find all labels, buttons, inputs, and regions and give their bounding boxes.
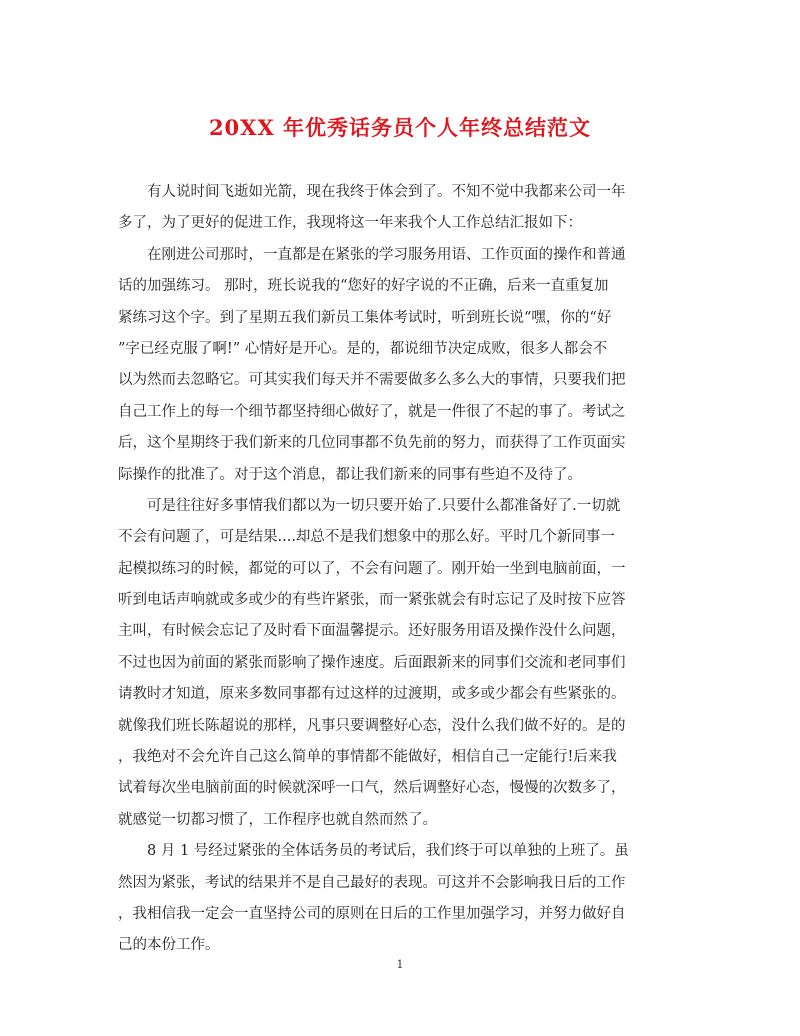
- document-title: 20XX 年优秀话务员个人年终总结范文: [208, 115, 592, 140]
- text-line: 以为然而去忽略它。可其实我们每天并不需要做多么多么大的事情，只要我们把: [118, 372, 626, 389]
- text-line: 际操作的批准了。对于这个消息，都让我们新来的同事有些迫不及待了。: [118, 466, 582, 483]
- text-line: ，我绝对不会允许自己这么简单的事情都不能做好，相信自己一定能行!后来我: [118, 749, 617, 766]
- text-line: 就像我们班长陈超说的那样，凡事只要调整好心态，没什么我们做不好的。是的: [118, 717, 626, 734]
- text-line: 不过也因为前面的紧张而影响了操作速度。后面跟新来的同事们交流和老同事们: [118, 654, 626, 671]
- text-line: 听到电话声响就或多或少的有些许紧张，而一紧张就会有时忘记了及时按下应答: [118, 592, 626, 609]
- text-line: 请教时才知道，原来多数同事都有过这样的过渡期，或多或少都会有些紧张的。: [118, 686, 626, 703]
- text-line: 多了，为了更好的促进工作，我现将这一年来我个人工作总结汇报如下：: [118, 215, 582, 232]
- text-line: 主叫，有时候会忘记了及时看下面温馨提示。还好服务用语及操作没什么问题，: [118, 623, 626, 640]
- text-line: 8 月 1 号经过紧张的全体话务员的考试后，我们终于可以单独的上班了。虽: [147, 843, 629, 860]
- document-body: [118, 177, 680, 962]
- text-line: 己的本份工作。: [118, 937, 220, 954]
- text-line: 后，这个星期终于我们新来的几位同事都不负先前的努力，而获得了工作页面实: [118, 435, 626, 452]
- text-line: 自己工作上的每一个细节都坚持细心做好了，就是一件很了不起的事了。考试之: [118, 403, 626, 420]
- text-line: 在刚进公司那时，一直都是在紧张的学习服务用语、工作页面的操作和普通: [147, 246, 626, 263]
- text-line: ，我相信我一定会一直坚持公司的原则在日后的工作里加强学习，并努力做好自: [118, 905, 626, 922]
- text-line: 不会有问题了，可是结果....却总不是我们想象中的那么好。平时几个新同事一: [118, 529, 615, 546]
- text-line: 可是往往好多事情我们都以为一切只要开始了.只要什么都准备好了.一切就: [147, 497, 621, 514]
- page-number: 1: [396, 958, 404, 971]
- text-line: 起模拟练习的时候，都觉的可以了，不会有问题了。刚开始一坐到电脑前面，一: [118, 560, 626, 577]
- text-line: 话的加强练习。 那时，班长说我的“您好的好字说的不正确，后来一直重复加: [118, 278, 609, 295]
- text-line: 试着每次坐电脑前面的时候就深呼一口气，然后调整好心态，慢慢的次数多了，: [118, 780, 626, 797]
- text-line: 紧练习这个字。到了星期五我们新员工集体考试时，听到班长说“嘿，你的“好: [118, 309, 612, 326]
- text-line: 就感觉一切都习惯了，工作程序也就自然而然了。: [118, 811, 437, 828]
- text-line: 然因为紧张，考试的结果并不是自己最好的表现。可这并不会影响我日后的工作: [118, 874, 626, 891]
- text-line: 有人说时间飞逝如光箭，现在我终于体会到了。不知不觉中我都来公司一年: [147, 184, 626, 200]
- text-line: ”字已经克服了啊!” 心情好是开心。是的，都说细节决定成败，很多人都会不: [118, 340, 608, 357]
